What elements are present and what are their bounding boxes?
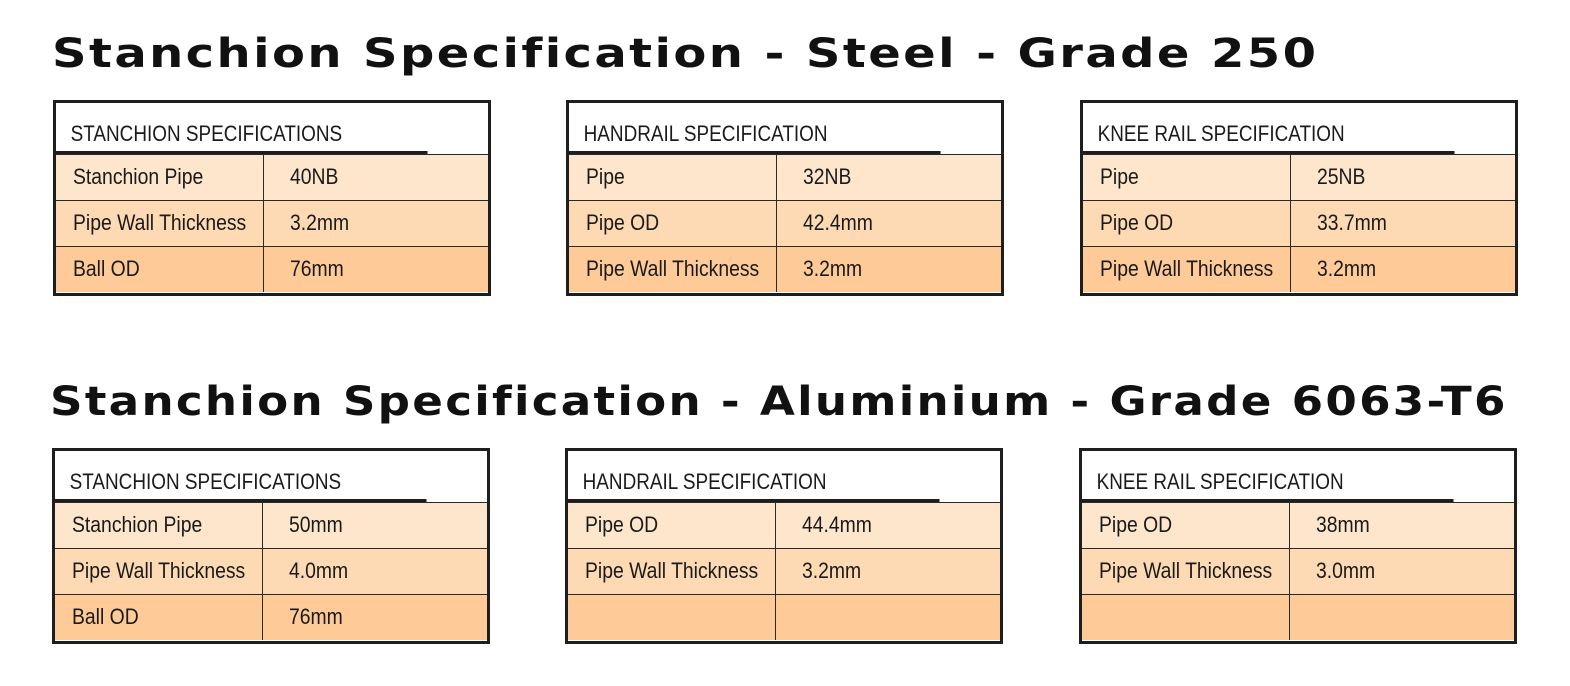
table-row [56,246,488,292]
row-label: Ball OD [56,247,264,292]
row-value: 38mm [1316,512,1370,537]
row-value: 4.0mm [289,558,349,583]
row-label: Ball OD [55,595,263,640]
table-row [1083,246,1515,292]
row-label [1082,595,1290,640]
row-label: Pipe Wall Thickness [1083,247,1291,292]
table-row [568,502,1000,548]
row-label: Pipe Wall Thickness [56,201,264,246]
row-value: 3.0mm [1316,558,1376,583]
table-row [568,548,1000,594]
row-value [1290,595,1514,640]
row-value: 76mm [289,604,343,629]
row-value: 42.4mm [803,210,873,235]
table-heading: KNEE RAIL SPECIFICATION [1083,103,1455,154]
row-label [568,595,776,640]
table-heading: HANDRAIL SPECIFICATION [568,451,940,502]
row-value: 3.2mm [290,210,350,235]
row-label: Pipe Wall Thickness [1082,549,1290,594]
row-value: 33.7mm [1317,210,1387,235]
row-value [776,595,1000,640]
table-row [1082,548,1514,594]
table-row [1083,154,1515,200]
row-value: 32NB [803,164,852,189]
table-row-empty [1082,594,1514,640]
handrail-spec-table-steel [566,100,1004,296]
table-row [1083,200,1515,246]
table-row [569,154,1001,200]
table-heading: STANCHION SPECIFICATIONS [56,103,428,154]
knee-rail-spec-table-steel [1080,100,1518,296]
table-row [56,200,488,246]
row-value: 3.2mm [803,256,863,281]
knee-rail-spec-table-aluminium [1079,448,1517,644]
row-label: Pipe [569,155,777,200]
row-label: Stanchion Pipe [55,503,263,548]
row-value: 76mm [290,256,344,281]
row-label: Pipe OD [569,201,777,246]
table-row-empty [568,594,1000,640]
row-value: 25NB [1317,164,1366,189]
table-row [56,154,488,200]
table-row [55,548,487,594]
row-label: Pipe OD [568,503,776,548]
row-value: 40NB [290,164,339,189]
row-value: 50mm [289,512,343,537]
row-label: Pipe Wall Thickness [568,549,776,594]
row-label: Pipe [1083,155,1291,200]
table-row [55,594,487,640]
section-title-aluminium: Stanchion Specification - Aluminium - Grade 6063-T6 [50,379,1508,425]
row-label: Pipe OD [1083,201,1291,246]
row-label: Pipe OD [1082,503,1290,548]
stanchion-spec-table-steel [53,100,491,296]
stanchion-spec-table-aluminium [52,448,490,644]
table-row [569,200,1001,246]
table-heading: KNEE RAIL SPECIFICATION [1082,451,1454,502]
section-title-steel: Stanchion Specification - Steel - Grade 250 [52,31,1319,77]
row-label: Pipe Wall Thickness [55,549,263,594]
row-label: Stanchion Pipe [56,155,264,200]
table-row [569,246,1001,292]
row-value: 3.2mm [1317,256,1377,281]
table-row [1082,502,1514,548]
table-row [55,502,487,548]
row-value: 44.4mm [802,512,872,537]
table-heading: STANCHION SPECIFICATIONS [55,451,427,502]
row-value: 3.2mm [802,558,862,583]
table-heading: HANDRAIL SPECIFICATION [569,103,941,154]
handrail-spec-table-aluminium [565,448,1003,644]
row-label: Pipe Wall Thickness [569,247,777,292]
